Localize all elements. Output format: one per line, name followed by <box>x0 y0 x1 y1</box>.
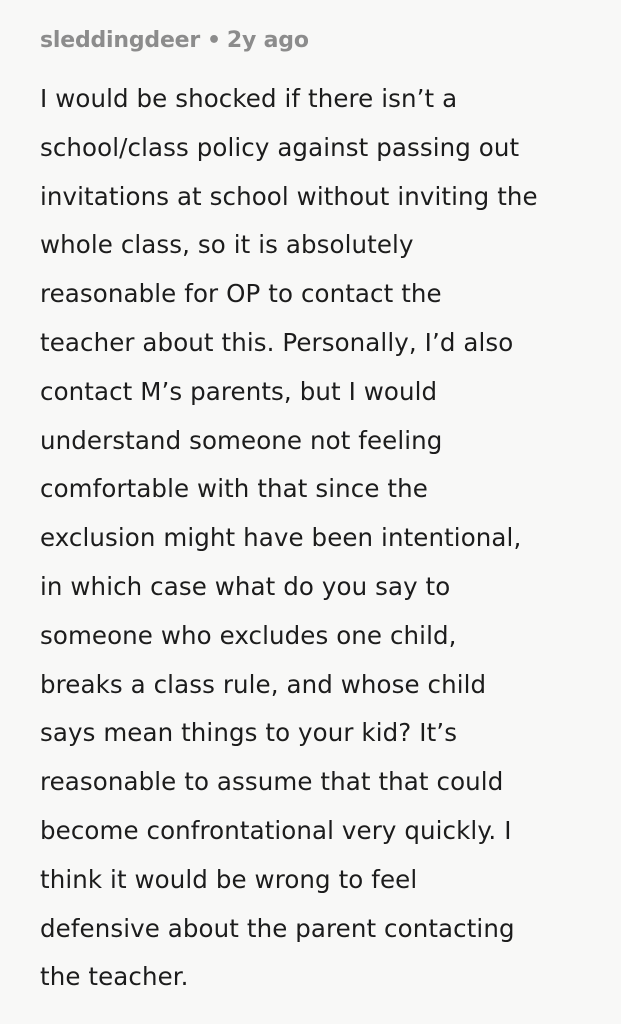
comment-line: reasonable for OP to contact the <box>40 279 442 309</box>
comment-meta <box>40 25 621 57</box>
comment-line: says mean things to your kid? It’s <box>40 718 458 748</box>
comment-line: contact M’s parents, but I would <box>40 376 438 406</box>
comment-line: school/class policy against passing out <box>40 132 520 162</box>
comment-line: exclusion might have been intentional, <box>40 523 522 553</box>
comment-line: defensive about the parent contacting <box>40 913 515 943</box>
comment-line: invitations at school without inviting the <box>40 181 538 211</box>
author-username[interactable]: sleddingdeer <box>40 28 201 53</box>
comment-line: the teacher. <box>40 962 189 992</box>
comment-line: breaks a class rule, and whose child <box>40 669 487 699</box>
comment-line: comfortable with that since the <box>40 474 428 504</box>
comment-line: think it would be wrong to feel <box>40 864 418 894</box>
comment-line: someone who excludes one child, <box>40 620 457 650</box>
comment-line: whole class, so it is absolutely <box>40 230 414 260</box>
comment-age: 2y ago <box>226 28 309 53</box>
comment-line: teacher about this. Personally, I’d also <box>40 327 514 357</box>
comment-line: understand someone not feeling <box>40 425 443 455</box>
meta-separator: • <box>207 28 221 53</box>
comment-line: reasonable to assume that that could <box>40 767 504 797</box>
comment-line: in which case what do you say to <box>40 571 451 601</box>
comment-body <box>40 75 621 1002</box>
comment-line: become confrontational very quickly. I <box>40 815 512 845</box>
comment-line: I would be shocked if there isn’t a <box>40 84 458 113</box>
